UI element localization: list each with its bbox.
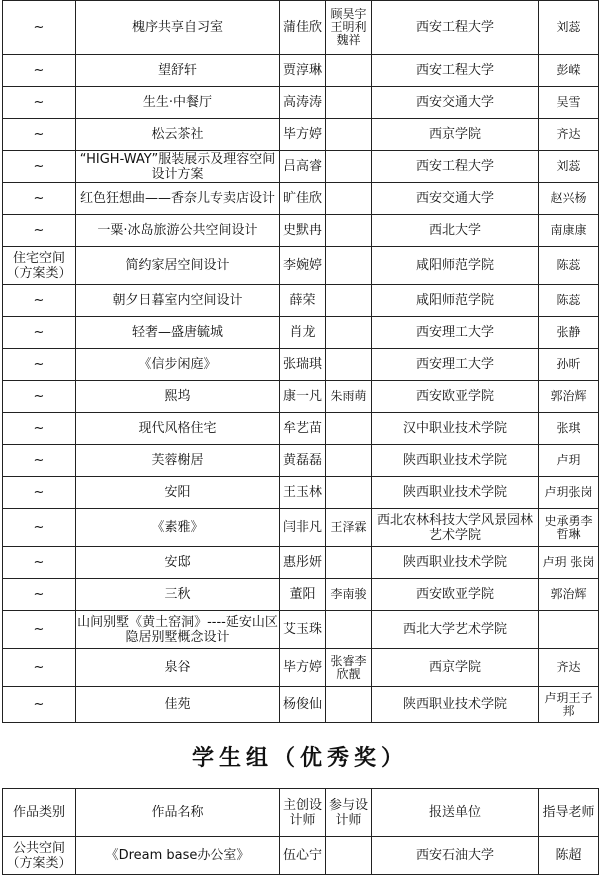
table-row [3,1,599,55]
name-cell: 熙坞 [76,381,280,413]
category-cell: 住宅空间（方案类） [3,247,76,285]
designer-cell: 康一凡 [280,381,326,413]
advisor-cell: 卢玥 [539,445,599,477]
co-designer-cell [326,445,372,477]
table-row [3,477,599,509]
school-cell: 西安工程大学 [372,151,539,183]
table-row [3,55,599,87]
co-designer-cell [326,477,372,509]
table-row [3,151,599,183]
category-cell: ~ [3,55,76,87]
co-designer-cell: 顾昊宇王明利魏祥 [326,1,372,55]
school-cell: 西安欧亚学院 [372,381,539,413]
designer-cell: 惠彤妍 [280,547,326,579]
school-cell: 陕西职业技术学院 [372,687,539,723]
name-cell: 望舒轩 [76,55,280,87]
designer-cell: 杨俊仙 [280,687,326,723]
table-row [3,547,599,579]
category-cell: ~ [3,151,76,183]
co-designer-cell [326,611,372,649]
name-cell: “HIGH-WAY”服装展示及理容空间设计方案 [76,151,280,183]
co-designer-cell [326,687,372,723]
advisor-cell: 卢玥王子邦 [539,687,599,723]
category-cell: ~ [3,687,76,723]
co-designer-cell: 朱雨萌 [326,381,372,413]
school-cell: 西安理工大学 [372,349,539,381]
name-cell: 槐序共享自习室 [76,1,280,55]
designer-cell: 史默冉 [280,215,326,247]
category-cell: ~ [3,349,76,381]
school-cell: 西北大学艺术学院 [372,611,539,649]
co-designer-cell: 张睿李欣靓 [326,649,372,687]
category-cell: 公共空间（方案类） [3,837,76,875]
table-row [3,183,599,215]
designer-cell: 毕方婷 [280,119,326,151]
school-cell: 咸阳师范学院 [372,247,539,285]
designer-cell: 旷佳欣 [280,183,326,215]
header-advisor: 指导老师 [539,789,599,837]
table-row [3,349,599,381]
advisor-cell: 卢玥张岗 [539,477,599,509]
school-cell: 陕西职业技术学院 [372,547,539,579]
category-cell: ~ [3,285,76,317]
advisor-cell: 赵兴杨 [539,183,599,215]
name-cell: 生生·中餐厅 [76,87,280,119]
school-cell: 西安理工大学 [372,317,539,349]
designer-cell: 肖龙 [280,317,326,349]
table-row [3,215,599,247]
school-cell: 咸阳师范学院 [372,285,539,317]
school-cell: 西安石油大学 [372,837,539,875]
table-row [3,837,599,875]
designer-cell: 王玉林 [280,477,326,509]
designer-cell: 毕方婷 [280,649,326,687]
designer-cell: 张瑞琪 [280,349,326,381]
category-cell: ~ [3,579,76,611]
advisor-cell: 齐达 [539,119,599,151]
name-cell: 《素雅》 [76,509,280,547]
designer-cell: 吕高睿 [280,151,326,183]
advisor-cell: 南康康 [539,215,599,247]
advisor-cell [539,611,599,649]
advisor-cell: 彭嵘 [539,55,599,87]
designer-cell: 贾淳琳 [280,55,326,87]
table-row [3,611,599,649]
advisor-cell: 齐达 [539,649,599,687]
header-designer: 主创设计师 [280,789,326,837]
school-cell: 陕西职业技术学院 [372,477,539,509]
co-designer-cell [326,349,372,381]
category-cell: ~ [3,87,76,119]
award-table-top [2,0,599,723]
school-cell: 汉中职业技术学院 [372,413,539,445]
co-designer-cell [326,215,372,247]
category-cell: ~ [3,215,76,247]
school-cell: 陕西职业技术学院 [372,445,539,477]
school-cell: 西北大学 [372,215,539,247]
advisor-cell: 郭治辉 [539,381,599,413]
designer-cell: 闫非凡 [280,509,326,547]
category-cell: ~ [3,477,76,509]
table-row [3,509,599,547]
name-cell: 松云茶社 [76,119,280,151]
table-row [3,247,599,285]
advisor-cell: 卢玥 张岗 [539,547,599,579]
designer-cell: 伍心宁 [280,837,326,875]
co-designer-cell [326,837,372,875]
co-designer-cell [326,413,372,445]
header-school: 报送单位 [372,789,539,837]
advisor-cell: 陈蕊 [539,285,599,317]
table-row [3,413,599,445]
school-cell: 西京学院 [372,649,539,687]
name-cell: 现代风格住宅 [76,413,280,445]
school-cell: 西北农林科技大学风景园林艺术学院 [372,509,539,547]
category-cell: ~ [3,119,76,151]
table-row [3,445,599,477]
category-cell: ~ [3,413,76,445]
co-designer-cell [326,247,372,285]
co-designer-cell [326,55,372,87]
advisor-cell: 孙昕 [539,349,599,381]
header-co-designer: 参与设计师 [326,789,372,837]
advisor-cell: 史承勇李哲琳 [539,509,599,547]
co-designer-cell: 王泽霖 [326,509,372,547]
designer-cell: 黄磊磊 [280,445,326,477]
table-row [3,381,599,413]
co-designer-cell: 李南骏 [326,579,372,611]
award-table-bottom [2,788,599,875]
category-cell: ~ [3,547,76,579]
advisor-cell: 郭治辉 [539,579,599,611]
co-designer-cell [326,317,372,349]
designer-cell: 薛荣 [280,285,326,317]
school-cell: 西安工程大学 [372,55,539,87]
table-row [3,119,599,151]
designer-cell: 蒲佳欣 [280,1,326,55]
header-category: 作品类别 [3,789,76,837]
school-cell: 西安交通大学 [372,183,539,215]
designer-cell: 李婉婷 [280,247,326,285]
name-cell: 山间别墅《黄土窑洞》----延安山区隐居别墅概念设计 [76,611,280,649]
name-cell: 安邸 [76,547,280,579]
name-cell: 红色狂想曲——香奈儿专卖店设计 [76,183,280,215]
table-row [3,649,599,687]
name-cell: 佳苑 [76,687,280,723]
advisor-cell: 刘蕊 [539,1,599,55]
name-cell: 安阳 [76,477,280,509]
table-row [3,687,599,723]
school-cell: 西安欧亚学院 [372,579,539,611]
name-cell: 芙蓉榭居 [76,445,280,477]
category-cell: ~ [3,183,76,215]
table-row [3,87,599,119]
category-cell: ~ [3,381,76,413]
advisor-cell: 陈蕊 [539,247,599,285]
table-row [3,579,599,611]
name-cell: 轻奢—盛唐毓城 [76,317,280,349]
advisor-cell: 刘蕊 [539,151,599,183]
name-cell: 简约家居空间设计 [76,247,280,285]
co-designer-cell [326,183,372,215]
category-cell: ~ [3,445,76,477]
co-designer-cell [326,119,372,151]
category-cell: ~ [3,649,76,687]
name-cell: 朝夕日暮室内空间设计 [76,285,280,317]
table-header-row [3,789,599,837]
name-cell: 《信步闲庭》 [76,349,280,381]
name-cell: 三秋 [76,579,280,611]
designer-cell: 艾玉珠 [280,611,326,649]
advisor-cell: 张静 [539,317,599,349]
category-cell: ~ [3,611,76,649]
category-cell: ~ [3,509,76,547]
co-designer-cell [326,151,372,183]
category-cell: ~ [3,317,76,349]
co-designer-cell [326,285,372,317]
name-cell: 一粟·冰岛旅游公共空间设计 [76,215,280,247]
section-title: 学生组（优秀奖） [191,746,408,771]
designer-cell: 牟艺苗 [280,413,326,445]
header-name: 作品名称 [76,789,280,837]
table-row [3,317,599,349]
name-cell: 泉谷 [76,649,280,687]
name-cell: 《Dream base办公室》 [76,837,280,875]
advisor-cell: 吴雪 [539,87,599,119]
designer-cell: 董阳 [280,579,326,611]
advisor-cell: 张琪 [539,413,599,445]
co-designer-cell [326,547,372,579]
school-cell: 西京学院 [372,119,539,151]
category-cell: ~ [3,1,76,55]
table-row [3,285,599,317]
co-designer-cell [326,87,372,119]
advisor-cell: 陈超 [539,837,599,875]
school-cell: 西安交通大学 [372,87,539,119]
designer-cell: 高涛涛 [280,87,326,119]
school-cell: 西安工程大学 [372,1,539,55]
